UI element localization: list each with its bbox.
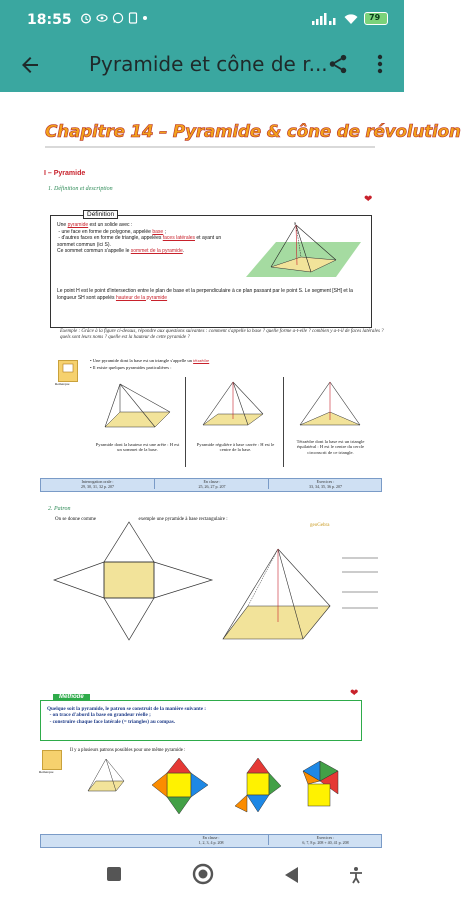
method-box [40, 694, 362, 741]
system-nav-bar [0, 852, 404, 900]
caption-3: Tétraèdre dont la base est un triangle équilatéral : H est le centre du cercle circonscrit de ce triangle. [296, 439, 365, 455]
more-vert-icon [376, 53, 384, 75]
accessibility-button[interactable] [349, 866, 363, 889]
definition-header: Définition [83, 210, 118, 219]
net-colored-3 [298, 756, 343, 816]
wifi-icon [344, 13, 358, 25]
circle-nav-icon [192, 863, 214, 885]
triangle-back-nav-icon [284, 866, 300, 884]
net-colored-2 [233, 756, 283, 816]
chapter-divider [45, 146, 375, 148]
app-bar [0, 38, 404, 92]
battery-level: 79 [369, 13, 381, 22]
figure-divider-2 [283, 377, 284, 467]
remarque-icon [42, 750, 62, 770]
overflow-menu-button[interactable] [376, 53, 384, 80]
back-button[interactable] [18, 53, 42, 82]
method-text: Quelque soit la pyramide, le patron se construit de la manière suivante : - on trace d'abord la base en grandeur réelle ; - construire chaque face latérale (= triangles) au compas. [47, 706, 207, 725]
section-pyramide: I – Pyramide [44, 170, 86, 177]
pyramid-edge-height-figure [100, 382, 180, 432]
remarque-icon [58, 360, 78, 382]
exercise-bar-2: En classe : 1, 2, 3, 4 p. 208 Exercices : 6, 7, 8 p. 208 + 40, 41 p. 208 [40, 834, 382, 848]
accessibility-icon [349, 866, 363, 884]
caption-2: Pyramide régulière à base carrée : H est le centre de la base. [196, 442, 275, 453]
document-page[interactable] [0, 92, 461, 852]
alarm-icon [80, 12, 92, 24]
exercise-bar-1: Interrogation orale : 29, 30, 31, 32 p. 207 En classe : 25, 26, 27 p. 207 Exercices : 33, 34, 35, 36 p. 207 [40, 478, 382, 492]
back-arrow-icon [18, 53, 42, 77]
status-bar [0, 0, 404, 38]
share-button[interactable] [327, 53, 349, 80]
subsection-patron: 2. Patron [48, 506, 71, 512]
pyramid-net-figure [52, 522, 217, 642]
method-header: Méthode [53, 694, 90, 700]
notification-dot-icon [142, 12, 148, 24]
status-time: 18:55 [27, 12, 72, 28]
chapter-title: Chapitre 14 – Pyramide & cône de révolution [45, 122, 461, 142]
remarque-label-2: Remarque [39, 770, 54, 774]
rectangular-pyramid-figure [218, 544, 333, 654]
share-icon [327, 53, 349, 75]
eye-icon [96, 12, 108, 24]
status-right-icons [312, 12, 388, 25]
document-title: Pyramide et cône de r... [89, 52, 328, 76]
net-colored-1 [150, 756, 210, 816]
signal-icon [312, 13, 338, 25]
definition-text: Une pyramide est un solide avec : - une face en forme de polygone, appelée base ; - d'autres faces en forme de triangle, appelées faces latérales et ayant un sommet commun (ici S). Ce sommet commun s'appelle le sommet de la pyramide. [57, 222, 222, 254]
pyramid-regular-figure [198, 380, 268, 432]
remark-text: • Une pyramide dont la base est un triangle s'appelle un tétraèdre • Il existe quelques pyramides particulières : [90, 358, 210, 370]
back-nav-button[interactable] [284, 866, 300, 889]
heart-icon: ❤ [350, 688, 359, 699]
battery-indicator [364, 12, 388, 25]
example-text: Exemple : Grâce à la figure ci-dessus, répondre aux questions suivantes : comment s'appelle la base ? quelle forme a-t-elle ? combien y a-t-il de faces latérales ? quels sont leurs noms ? quelle est la hauteur de cette pyramide ? [60, 329, 384, 341]
remarque-label: Remarque [55, 382, 70, 386]
pyramid-figure [241, 222, 366, 284]
tetrahedron-figure [295, 380, 365, 432]
remark2-text: Il y a plusieurs patrons possibles pour une même pyramide : [70, 748, 186, 753]
patron-text: On se donne comme exemple une pyramide à base rectangulaire : [55, 517, 228, 522]
square-nav-icon [106, 866, 122, 882]
recent-apps-button[interactable] [106, 866, 122, 887]
heart-icon: ❤ [364, 194, 373, 205]
sim-icon [128, 12, 138, 24]
side-lengths-figure [340, 552, 380, 622]
definition-box [50, 211, 372, 328]
figure-divider-1 [185, 377, 186, 467]
svg-text:S: S [294, 221, 297, 226]
status-left-icons [80, 12, 148, 24]
whatsapp-icon [112, 12, 124, 24]
definition-height-text: Le point H est le point d'intersection entre le plan de base et la perpendiculaire à ce plan passant par le point S. Le segment [SH] et la longueur SH sont appelés hauteur de la pyramide [57, 288, 353, 301]
subsection-definition: 1. Définition et description [48, 186, 113, 192]
caption-1: Pyramide dont la hauteur est une arête : H est un sommet de la base. [95, 442, 180, 453]
geogebra-link[interactable]: geoGebra [310, 523, 330, 528]
pyramid-3d-figure [86, 757, 126, 797]
home-button[interactable] [192, 863, 214, 890]
